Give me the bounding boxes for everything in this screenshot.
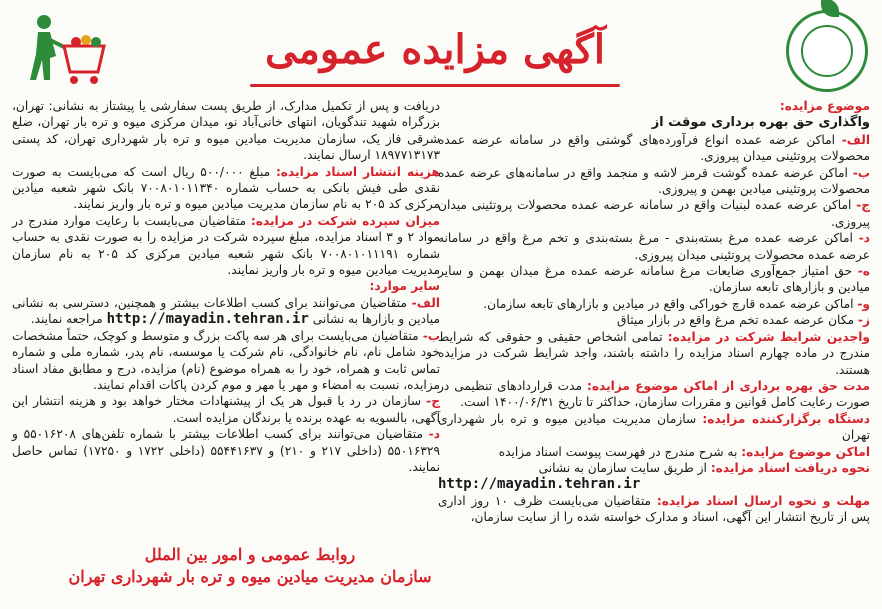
website-link[interactable]: http://mayadin.tehran.ir (106, 311, 309, 328)
term-label: مدت حق بهره برداری از اماکن موضوع مزایده: (586, 378, 871, 393)
term-text: مدت قراردادهای تنظیمی در صورت رعایت کامل قوانین و مقررات سازمان، حداکثر تا تاریخ ۱۴۰۰/۰۶/۳۱ است. (438, 378, 870, 410)
intro-paragraph: دریافت و پس از تکمیل مدارک، از طریق پست سفارشی یا پیشتاز به نشانی: تهران، بزرگراه شهید تندگویان، انتهای خانی‌آباد نو، میدان مرکزی میوه و تره بار تهران، ضلع شرقی فاز یک، سازمان مدیریت میادین میوه و تره بار شهرداری تهران، کد پستی ۱۸۹۷۷۱۳۱۷۳ ارسال نمایند. (12, 99, 440, 163)
footer-line-1: روابط عمومی و امور بین الملل (144, 545, 356, 564)
eligibility-section (438, 329, 870, 378)
eligibility-label: واجدین شرایط شرکت در مزایده: (667, 329, 871, 344)
term-section (438, 378, 870, 411)
organizer-text: سازمان مدیریت میادین میوه و تره بار شهرداری تهران (438, 411, 870, 443)
item-text: حق امتیاز جمع‌آوری ضایعات مرغ سامانه عرضه عمده مرغ میدان بهمن و سایر میادین و بازارهای تابعه سازمان. (438, 264, 870, 295)
deadline-text: متقاضیان می‌بایست ظرف ۱۰ روز اداری پس از تاریخ انتشار این آگهی، اسناد و مدارک خواسته شده را از سایت سازمان، (438, 493, 870, 525)
item-letter: د- (858, 231, 871, 246)
page-title: آگهی مزایده عمومی (265, 26, 605, 73)
item-letter: ب- (852, 165, 871, 180)
fee-label: هزینه انتشار اسناد مزایده: (275, 164, 440, 179)
item-letter: ج- (856, 198, 870, 213)
fee-section (12, 164, 440, 213)
list-item (12, 393, 440, 426)
eligibility-text: تمامی اشخاص حقیقی و حقوقی که شرایط مندرج در ماده چهارم اسناد مزایده را داشته باشند، واجد شرایط شرکت در مزایده هستند. (438, 329, 870, 377)
list-item (12, 295, 440, 328)
item-text: متقاضیان می‌توانند برای کسب اطلاعات بیشتر و همچنین، دسترسی به نشانی میادین و بازارها به نشانی (12, 295, 440, 327)
item-letter: و- (857, 296, 870, 311)
organizer-label: دستگاه برگزارکننده مزایده: (702, 411, 870, 426)
item-text: متقاضیان می‌توانند برای کسب اطلاعات بیشتر با شماره تلفن‌های ۵۵۰۱۶۲۰۸ و ۵۵۰۱۶۳۲۹ (داخلی ۲۱۷ و ۲۱۰) و ۵۵۴۴۱۶۳۷ (داخلی ۱۷۲۲ و ۱۷۲۵۰) تماس حاصل نمایند. (12, 427, 441, 474)
organizer-section (438, 411, 870, 444)
deposit-section (12, 213, 440, 279)
places-section (438, 444, 870, 460)
item-letter: ه- (857, 264, 871, 279)
item-text: متقاضیان می‌بایست برای هر سه پاکت بزرگ و متوسط و کوچک، حتماً مشخصات خود شامل نام، نام خانوادگی، نام شرکت یا موسسه، نام پدر، شماره ملی و شماره تماس ثابت و همراه، خود را به همراه موضوع (نام) مزایده، درج و مطابق مفاد اسناد مزایده، نسبت به امضاء و مهر یا مهر و موم کردن پاکات اقدام نمایند. (12, 328, 440, 392)
item-letter: الف- (841, 132, 871, 147)
right-column (438, 98, 870, 526)
item-letter: الف- (411, 295, 440, 310)
list-item (438, 132, 870, 165)
item-letter: ز- (857, 313, 870, 328)
deadline-section (438, 493, 870, 526)
list-item (438, 230, 870, 263)
receive-text: از طریق سایت سازمان به نشانی (538, 460, 707, 475)
footer-signature (60, 544, 440, 588)
places-label: اماکن موضوع مزایده: (741, 444, 870, 459)
item-text: سازمان در رد یا قبول هر یک از پیشنهادات مختار خواهد بود و هزینه انتشار این آگهی، بالسویه به عهده برنده یا برندگان مزایده است. (12, 394, 440, 425)
other-label: سایر موارد: (369, 279, 440, 294)
item-text: اماکن عرضه عمده لبنیات واقع در سامانه عرضه عمده محصولات پروتئینی میدان پیروزی. (438, 198, 870, 229)
list-item (438, 263, 870, 296)
footer-line-2: سازمان مدیریت میادین میوه و تره بار شهرداری تهران (68, 567, 432, 586)
item-letter: ب- (422, 328, 440, 343)
left-column (12, 98, 440, 475)
subject-heading: واگذاری حق بهره برداری موقت از (651, 115, 870, 131)
item-tail: مراجعه نمایند. (30, 312, 103, 327)
cart-logo-icon (20, 10, 110, 96)
item-text: مکان عرضه عمده تخم مرغ واقع در بازار میثاق (617, 313, 855, 328)
receive-section (438, 460, 870, 476)
subject-label: موضوع مزایده: (779, 99, 870, 113)
list-item (438, 296, 870, 312)
item-letter: د- (428, 427, 440, 442)
item-text: اماکن عرضه عمده انواع فرآورده‌های گوشتی واقع در سامانه عرضه عمده محصولات پروتئینی میدان پیروزی. (438, 132, 870, 164)
deadline-label: مهلت و نحوه ارسال اسناد مزایده: (656, 493, 871, 508)
item-letter: ج- (426, 394, 440, 409)
places-text: به شرح مندرج در فهرست پیوست اسناد مزایده (498, 444, 738, 459)
deposit-text: متقاضیان می‌بایست با رعایت موارد مندرج در مواد ۲ و ۳ اسناد مزایده، مبلغ سپرده شرکت در مزایده را به صورت نقدی به حساب شماره ۷۰۰۸۰۱۰۱۱۱۹۱ بانک شهر شعبه میادین مرکزی کد ۲۰۵ به نام سازمان مدیریت میادین میوه و تره بار واریز نمایند. (12, 213, 440, 278)
item-text: اماکن عرضه عمده گوشت قرمز لاشه و منجمد واقع در سامانه‌های عرضه عمده محصولات پروتئینی میادین بهمن و پیروزی. (438, 165, 870, 197)
list-item (438, 197, 870, 230)
list-item (12, 328, 440, 394)
org-emblem-icon (786, 10, 868, 92)
receive-label: نحوه دریافت اسناد مزایده: (710, 460, 870, 475)
list-item (438, 165, 870, 198)
list-item (12, 426, 440, 475)
deposit-label: میزان سپرده شرکت در مزایده: (250, 213, 441, 228)
item-text: اماکن عرضه عمده قارچ خوراکی واقع در میادین و بازارهای تابعه سازمان. (483, 296, 854, 311)
title-underline (250, 84, 620, 87)
fee-text: مبلغ ۵۰۰/۰۰۰ ریال است که می‌بایست به صورت نقدی طی فیش بانکی به حساب شماره ۷۰۰۸۰۱۰۱۱۳۴۰ بانک شهر شعبه میادین مرکزی کد ۲۰۵ به نام سازمان مدیریت میادین میوه و تره بار واریز نمایند. (12, 164, 440, 212)
website-link[interactable]: http://mayadin.tehran.ir (438, 476, 641, 493)
item-text: اماکن عرضه عمده مرغ بسته‌بندی - مرغ بسته‌بندی و تخم مرغ واقع در سامانه عرضه عمده محصولات پروتئینی میدان پیروزی. (438, 231, 870, 262)
list-item (438, 312, 870, 328)
receive-url-row (438, 476, 870, 492)
